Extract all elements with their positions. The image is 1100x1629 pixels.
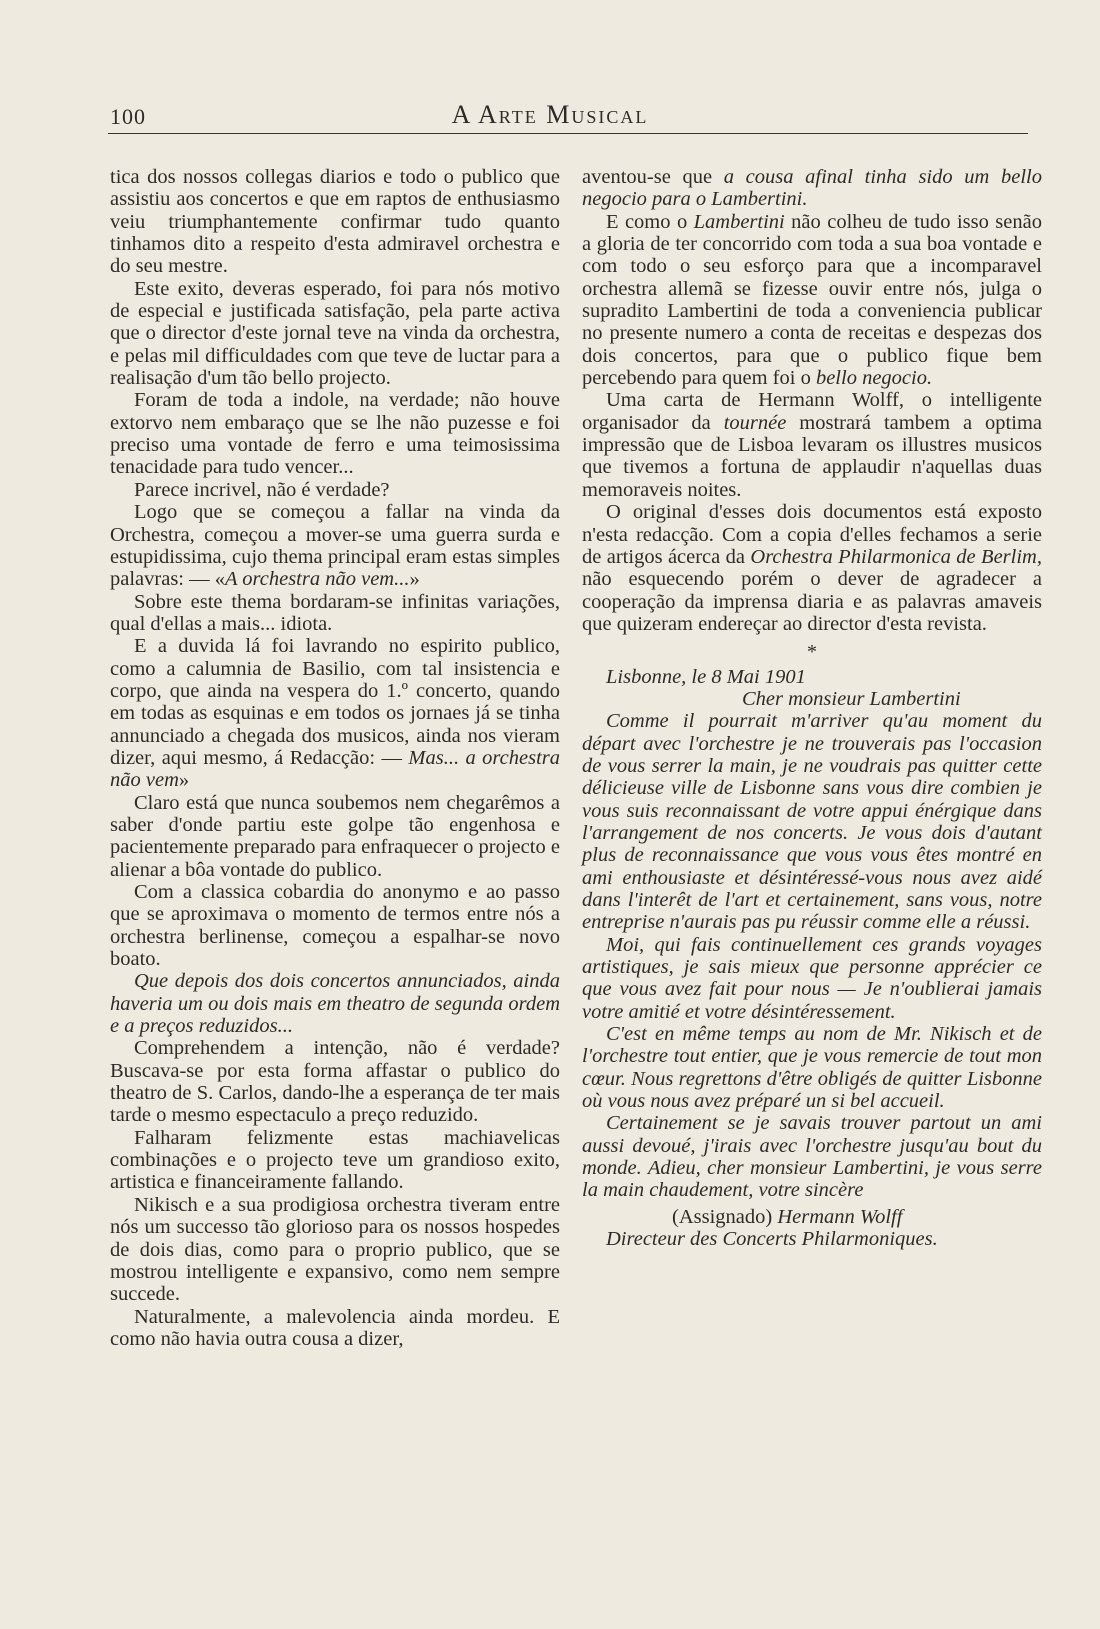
paragraph: Que depois dos dois concertos annunciados, ainda haveria um ou dois mais em theatro de segunda ordem e a preços reduzidos...: [110, 970, 560, 1038]
signer-title: Directeur des Concerts Philarmoniques.: [606, 1228, 938, 1251]
italic-run: Lambertini: [693, 210, 785, 233]
paragraph: Nikisch e a sua prodigiosa orchestra tiveram entre nós um successo tão glorioso para os nossos hospedes de dois dias, como para o proprio publico, que se mostrou intelligente e expansivo, como nem sempre succede.: [110, 1193, 560, 1306]
paragraph: [582, 211, 1042, 390]
italic-run: Mas... a orchestra não vem: [110, 746, 560, 792]
italic-run: Orchestra Philarmonica de Berlim,: [750, 545, 1042, 568]
paragraph: Naturalmente, a malevolencia ainda mordeu. E como não havia outra cousa a dizer,: [110, 1305, 560, 1350]
paragraph: Com a classica cobardia do anonymo e ao passo que se aproximava o momento de termos entre nós a orchestra berlinense, começou a espalhar-se novo boato.: [110, 881, 560, 971]
italic-run: bello negocio.: [815, 367, 933, 390]
text-run: »: [178, 769, 190, 792]
letter-dateline: Lisbonne, le 8 Mai 1901: [606, 665, 806, 688]
letter-paragraph: Moi, qui fais continuellement ces grands voyages artistiques, je sais mieux que personne apprécier ce que vous avez fait pour nous — Je n'oublierai jamais votre amitié et votre désintéressement.: [582, 933, 1042, 1023]
paragraph: Foram de toda a indole, na verdade; não houve extorvo nem embaraço que se lhe não puzesse e foi preciso uma vontade de ferro e uma teimosissima tenacidade para tudo vencer...: [110, 389, 560, 479]
text-run: mostrará tambem a optima impressão que de Lisboa levaram os illustres musicos que tivemos a fortuna de applaudir n'aquellas duas memoraveis noites.: [582, 411, 1042, 501]
paragraph: [582, 166, 1042, 211]
signed-prefix: (Assignado): [672, 1205, 778, 1228]
text-run: Uma carta de Hermann Wolff, o intelligente organisador da: [582, 389, 1042, 434]
paragraph: Este exito, deveras esperado, foi para nós motivo de especial e justificada satisfação, pela parte activa que o director d'este jornal teve na vinda da orchestra, e pelas mil difficuldades com que teve de luctar para a realisação d'um tão bello projecto.: [110, 277, 560, 390]
text-run: O original d'esses dois documentos está exposto n'esta redacção. Com a copia d'elles fechamos a serie de artigos ácerca da: [582, 501, 1042, 568]
left-column: [110, 166, 560, 1350]
paragraph: Parece incrivel, não é verdade?: [134, 478, 390, 501]
letter-signature: [582, 1206, 1042, 1228]
letter-paragraph: Comme il pourrait m'arriver qu'au moment du départ avec l'orchestre je ne trouverais pas l'occasion de vous serrer la main, je ne voudrais pas quitter cette délicieuse ville de Lisbonne sans vous dire combien je vous suis reconnaissant de votre appui énérgique dans l'arrangement de nos concerts. Je vous dois d'autant plus de reconnaissance que vous vous êtes montré en ami enthousiaste et désintéressé-vous nous avez aidé dans l'interêt de l'art et certainement, sans vous, notre entreprise n'aurais pas pu réussir comme elle a réussi.: [582, 710, 1042, 934]
text-run: aventou-se que: [582, 166, 724, 188]
paragraph: tica dos nossos collegas diarios e todo o publico que assistiu aos concertos e que em raptos de enthusiasmo veiu triumphantemente confirmar tudo quanto tinhamos dito a respeito d'esta admiravel orchestra e do seu mestre.: [110, 166, 560, 278]
text-run: »: [409, 568, 420, 591]
right-column: [582, 166, 1042, 1251]
text-run: não colheu de tudo isso senão a gloria de ter concorrido com toda a sua boa vontade e com todo o seu esforço para que a incomparavel orchestra allemã se fizesse ouvir entre nós, julga o supradito Lambertini de toda a conveniencia publicar no presente numero a conta de receitas e despezas dos dois concertos, para que o publico fique bem percebendo para quem foi o: [582, 210, 1042, 390]
paragraph: [110, 501, 560, 590]
letter-paragraph: Certainement se je savais trouver partout un ami aussi devoué, j'irais avec l'orchestre jusqu'au bout du monde. Adieu, cher monsieur Lambertini, je vous serre la main chaudement, votre sincère: [582, 1112, 1042, 1202]
italic-run: A orchestra não vem...: [225, 568, 410, 591]
italic-run: a cousa afinal tinha sido um bello negocio para o Lambertini.: [582, 166, 1042, 211]
letter-paragraph: C'est en même temps au nom de Mr. Nikisch et de l'orchestre tout entier, que je vous remercie de tout mon cœur. Nous regrettons d'être obligés de quitter Lisbonne où vous nous avez préparé un si bel accueil.: [582, 1023, 1042, 1113]
page-number: 100: [110, 104, 146, 129]
italic-run: tournée: [723, 411, 787, 434]
section-separator: *: [807, 641, 817, 664]
running-head-text: A Arte Musical: [451, 100, 649, 129]
text-run: E como o: [606, 210, 694, 233]
paragraph: Claro está que nunca soubemos nem chegarêmos a saber d'onde partiu este golpe tão engenhosa e pacientemente preparado para enfraquecer o projecto e alienar a bôa vontade do publico.: [110, 791, 560, 881]
letter-salutation: Cher monsieur Lambertini: [742, 687, 961, 710]
header-rule: [108, 133, 1028, 134]
paragraph: [582, 389, 1042, 501]
text-run: Logo que se começou a fallar na vinda da Orchestra, começou a mover-se uma guerra surda e estupidissima, cujo thema principal eram estas simples palavras: — «: [110, 501, 560, 591]
signer-name: Hermann Wolff: [777, 1205, 903, 1228]
running-head: [0, 100, 1100, 130]
text-run: não esquecendo porém o dever de agradecer a cooperação da imprensa diaria e as palavras amaveis que quizeram endereçar ao director d'esta revista.: [582, 568, 1042, 635]
paragraph: Falharam felizmente estas machiavelicas combinações e o projecto teve um grandioso exito, artistica e financeiramente fallando.: [110, 1126, 560, 1194]
paragraph: [110, 635, 560, 791]
paragraph: Comprehendem a intenção, não é verdade? Buscava-se por esta forma affastar o publico do theatro de S. Carlos, dando-lhe a esperança de ter mais tarde o mesmo espectaculo a preço reduzido.: [110, 1037, 560, 1127]
paragraph: [582, 501, 1042, 635]
text-run: E a duvida lá foi lavrando no espirito publico, como a calumnia de Basilio, com tal insistencia e corpo, que ainda na vespera do 1.º concerto, quando em todas as esquinas e em todos os jornaes já se tinha annunciado a chegada dos musicos, ainda nos vieram dizer, aqui mesmo, á Redacção: —: [110, 635, 560, 769]
paragraph: Sobre este thema bordaram-se infinitas variações, qual d'ellas a mais... idiota.: [110, 590, 560, 635]
